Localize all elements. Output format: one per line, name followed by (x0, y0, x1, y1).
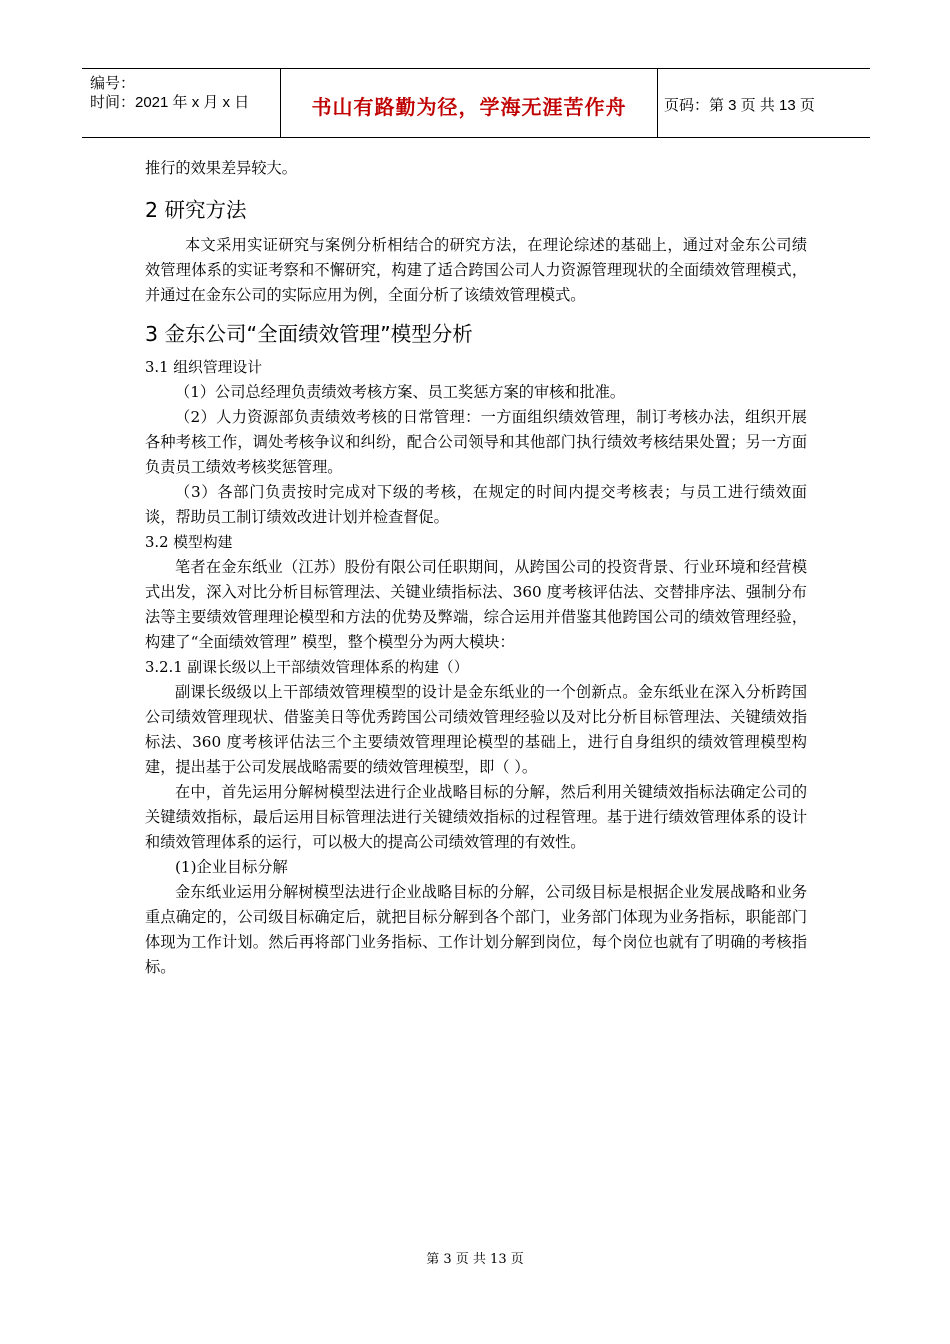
subsection-1-heading: (1)企业目标分解 (175, 858, 288, 876)
section-3-2-heading: 3.2 模型构建 (145, 534, 233, 551)
section-2-paragraph: 本文采用实证研究与案例分析相结合的研究方法，在理论综述的基础上，通过对金东公司绩效管理体系的实证考察和不懈研究，构建了适合跨国公司人力资源管理现状的全面绩效管理模式，并通过在金东公司的实际应用为例，全面分析了该绩效管理模式。 (145, 236, 807, 304)
section-2-heading: 2 研究方法 (145, 198, 247, 222)
section-3-1-item-2: （2）人力资源部负责绩效考核的日常管理：一方面组织绩效管理，制订考核办法，组织开展各种考核工作，调处考核争议和纠纷，配合公司领导和其他部门执行绩效考核结果处置；另一方面负责员工绩效考核奖惩管理。 (145, 408, 807, 476)
section-3-2-1-heading: 3.2.1 副课长级以上干部绩效管理体系的构建（） (145, 659, 469, 676)
document-header (82, 68, 870, 138)
header-meta-cell (82, 69, 281, 137)
section-3-1-item-1: （1）公司总经理负责绩效考核方案、员工奖惩方案的审核和批准。 (175, 383, 626, 401)
subsection-1-paragraph: 金东纸业运用分解树模型法进行企业战略目标的分解，公司级目标是根据企业发展战略和业务重点确定的，公司级目标确定后，就把目标分解到各个部门，业务部门体现为业务指标，职能部门体现为工作计划。然后再将部门业务指标、工作计划分解到岗位，每个岗位也就有了明确的考核指标。 (145, 883, 807, 976)
number-label: 编号： (90, 75, 136, 92)
header-motto-cell (281, 69, 658, 137)
section-3-heading: 3 金东公司“全面绩效管理”模型分析 (145, 322, 473, 346)
section-3-1-heading: 3.1 组织管理设计 (145, 359, 263, 376)
page-footer: 第 3 页 共 13 页 (426, 1252, 524, 1267)
header-page-cell (658, 69, 870, 137)
intro-end-paragraph: 推行的效果差异较大。 (145, 159, 297, 177)
header-page-info: 页码：第 3 页 共 13 页 (664, 97, 815, 114)
section-3-1-item-3: （3）各部门负责按时完成对下级的考核，在规定的时间内提交考核表；与员工进行绩效面谈，帮助员工制订绩效改进计划并检查督促。 (145, 483, 807, 526)
section-3-2-1-paragraph-2: 在中，首先运用分解树模型法进行企业战略目标的分解，然后利用关键绩效指标法确定公司的关键绩效指标，最后运用目标管理法进行关键绩效指标的过程管理。基于进行绩效管理体系的设计和绩效管理体系的运行，可以极大的提高公司绩效管理的有效性。 (145, 783, 807, 851)
section-3-2-1-paragraph-1: 副课长级级以上干部绩效管理模型的设计是金东纸业的一个创新点。金东纸业在深入分析跨国公司绩效管理现状、借鉴美日等优秀跨国公司绩效管理经验以及对比分析目标管理法、关键绩效指标法、360 度考核评估法三个主要绩效管理理论模型的基础上，进行自身组织的绩效管理模型构建，提出基于公司发展战略需要的绩效管理模型，即（ ）。 (145, 683, 807, 776)
document-body (145, 156, 807, 980)
time-label: 时间：2021 年 x 月 x 日 (90, 94, 250, 111)
motto-text: 书山有路勤为径，学海无涯苦作舟 (311, 95, 627, 119)
section-3-2-paragraph: 笔者在金东纸业（江苏）股份有限公司任职期间，从跨国公司的投资背景、行业环境和经营模式出发，深入对比分析目标管理法、关键业绩指标法、360 度考核评估法、交替排序法、强制分布法等主要绩效管理理论模型和方法的优势及弊端，综合运用并借鉴其他跨国公司的绩效管理经验，构建了“全面绩效管理” 模型，整个模型分为两大模块： (145, 558, 807, 651)
